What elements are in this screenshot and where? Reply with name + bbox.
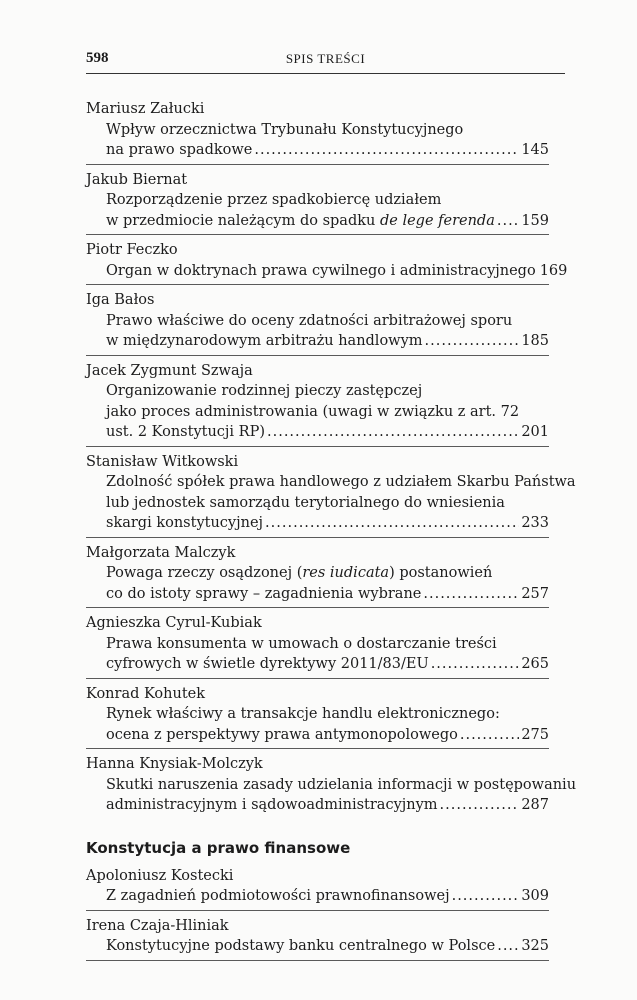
entry-title-segment: Powaga rzeczy osądzonej ( bbox=[106, 565, 303, 581]
toc-entry bbox=[86, 99, 549, 165]
entry-page-number: 169 bbox=[539, 262, 568, 279]
entry-title-text bbox=[106, 211, 495, 232]
entry-title-text: cyfrowych w świetle dyrektywy 2011/83/EU bbox=[106, 656, 429, 672]
entry-author: Małgorzata Malczyk bbox=[86, 544, 236, 561]
entry-author: Stanisław Witkowski bbox=[86, 453, 239, 470]
entry-title-line: Prawo właściwe do oceny zdatności arbitrażowej sporu bbox=[106, 312, 513, 329]
section-heading: Konstytucja a prawo finansowe bbox=[86, 838, 351, 857]
entry-author: Irena Czaja-Hliniak bbox=[86, 917, 229, 934]
entry-page-number: 257 bbox=[521, 585, 549, 602]
entry-page-number: 265 bbox=[521, 656, 549, 672]
toc-entry bbox=[86, 866, 549, 911]
entry-title-italic: res iudicata bbox=[302, 565, 390, 581]
entry-title-last-line bbox=[86, 795, 549, 816]
entry-author: Mariusz Załucki bbox=[86, 101, 205, 117]
entry-title-text: Konstytucyjne podstawy banku centralnego w Polsce bbox=[106, 938, 496, 954]
entry-title-text: ust. 2 Konstytucji RP) bbox=[106, 424, 265, 440]
entry-title-italic: de lege ferenda bbox=[379, 212, 495, 229]
entry-title-last-line bbox=[86, 936, 549, 957]
entry-title-line: lub jednostek samorządu terytorialnego do wniesienia bbox=[106, 494, 505, 511]
entry-title-last-line bbox=[86, 331, 549, 352]
entry-title-line bbox=[86, 563, 549, 584]
entry-page-number: 233 bbox=[521, 515, 549, 531]
toc-entry bbox=[86, 543, 549, 609]
entry-title-text: administracyjnym i sądowoadministracyjnym bbox=[106, 797, 438, 813]
toc-entry bbox=[86, 613, 549, 679]
entry-title-line: Prawa konsumenta w umowach o dostarczanie treści bbox=[106, 635, 497, 652]
entry-title-text: ocena z perspektywy prawa antymonopolowego bbox=[106, 726, 458, 743]
table-of-contents bbox=[86, 99, 577, 966]
entry-title-line: Rynek właściwy a transakcje handlu elektronicznego: bbox=[106, 706, 500, 722]
entry-title-segment: ) postanowień bbox=[389, 565, 493, 581]
toc-entry bbox=[86, 290, 549, 356]
entry-page-number: 185 bbox=[521, 333, 549, 349]
entry-author: Hanna Knysiak-Molczyk bbox=[86, 756, 263, 772]
entry-title-text: skargi konstytucyjnej bbox=[106, 515, 264, 531]
entry-title-last-line bbox=[86, 422, 549, 443]
entry-title-text: w międzynarodowym arbitrażu handlowym bbox=[106, 333, 423, 349]
running-title: SPIS TREŚCI bbox=[285, 51, 366, 66]
entry-title-last-line bbox=[86, 140, 549, 161]
page-header bbox=[86, 50, 565, 70]
entry-author: Piotr Feczko bbox=[86, 242, 178, 258]
dot-leader bbox=[431, 654, 520, 675]
entry-page-number: 287 bbox=[521, 797, 549, 813]
toc-entry bbox=[86, 754, 577, 819]
toc-entry bbox=[86, 170, 549, 236]
dot-leader bbox=[254, 140, 519, 161]
toc-entry bbox=[86, 361, 549, 447]
dot-leader bbox=[452, 886, 520, 907]
entry-author: Apoloniusz Kostecki bbox=[86, 867, 234, 884]
entry-title-last-line bbox=[86, 725, 549, 746]
toc-entry bbox=[86, 452, 576, 538]
entry-page-number: 309 bbox=[521, 888, 549, 904]
dot-leader bbox=[497, 211, 519, 232]
entry-author: Jacek Zygmunt Szwaja bbox=[86, 362, 253, 379]
entry-author: Jakub Biernat bbox=[86, 171, 188, 188]
entry-title-last-line bbox=[86, 513, 549, 534]
entry-title-text: na prawo spadkowe bbox=[106, 142, 253, 158]
entry-title-text: Organ w doktrynach prawa cywilnego i administracyjnego bbox=[106, 262, 536, 279]
entry-page-number: 159 bbox=[521, 212, 549, 229]
dot-leader bbox=[267, 422, 519, 443]
page-number: 598 bbox=[86, 50, 109, 66]
entry-page-number: 145 bbox=[521, 142, 549, 158]
entry-title-last-line bbox=[86, 886, 549, 907]
dot-leader bbox=[265, 513, 519, 534]
entry-title-line: Rozporządzenie przez spadkobiercę udziałem bbox=[106, 192, 442, 208]
toc-entry bbox=[86, 684, 549, 750]
entry-title-text: Z zagadnień podmiotowości prawnofinansowej bbox=[106, 888, 450, 904]
dot-leader bbox=[497, 936, 519, 957]
dot-leader bbox=[425, 331, 520, 352]
entry-title-line: Wpływ orzecznictwa Trybunału Konstytucyjnego bbox=[106, 121, 464, 138]
entry-title-line: Zdolność spółek prawa handlowego z udziałem Skarbu Państwa bbox=[106, 474, 576, 490]
entry-title-last-line bbox=[86, 261, 568, 282]
toc-entry bbox=[86, 240, 568, 285]
entry-title-line: Skutki naruszenia zasady udzielania informacji w postępowaniu bbox=[106, 776, 577, 793]
entry-title-last-line bbox=[86, 211, 549, 232]
entry-page-number: 201 bbox=[521, 424, 549, 440]
entry-title-segment: w przedmiocie należącym do spadku bbox=[106, 212, 380, 229]
entry-author: Iga Bałos bbox=[86, 292, 155, 308]
entry-title-text: co do istoty sprawy – zagadnienia wybrane bbox=[106, 585, 422, 602]
entry-author: Konrad Kohutek bbox=[86, 685, 206, 702]
entry-title-line: Organizowanie rodzinnej pieczy zastępczej bbox=[106, 383, 423, 399]
entry-author: Agnieszka Cyrul-Kubiak bbox=[86, 615, 262, 631]
toc-entry bbox=[86, 916, 549, 961]
dot-leader bbox=[460, 725, 519, 746]
dot-leader bbox=[423, 584, 519, 605]
entry-title-last-line bbox=[86, 654, 549, 675]
entry-title-last-line bbox=[86, 584, 549, 605]
header-rule bbox=[86, 73, 565, 74]
entry-page-number: 325 bbox=[521, 938, 549, 954]
entry-page-number: 275 bbox=[521, 726, 549, 743]
dot-leader bbox=[440, 795, 520, 816]
entry-title-line: jako proces administrowania (uwagi w związku z art. 72 bbox=[106, 403, 520, 420]
